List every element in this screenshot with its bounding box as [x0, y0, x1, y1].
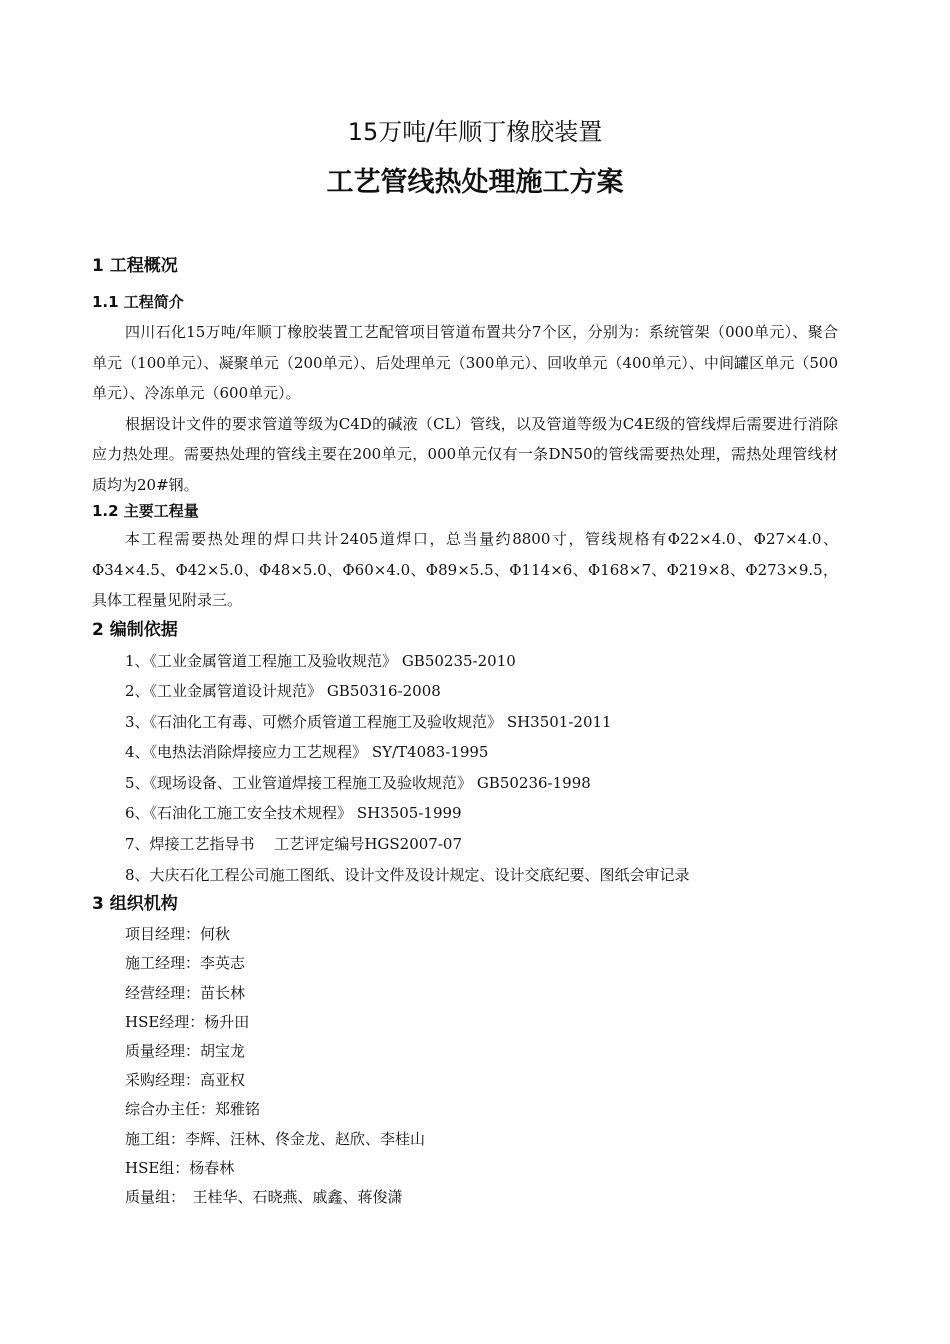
section-heading-basis: 2 编制依据	[92, 619, 178, 640]
basis-list	[92, 646, 838, 891]
list-item: HSE组：杨春林	[125, 1158, 235, 1177]
paragraph-intro-units: 四川石化15万吨/年顺丁橡胶装置工艺配管项目管道布置共分7个区，分别为：系统管架（000单元）、聚合单元（100单元）、凝聚单元（200单元）、后处理单元（300单元）、回收单元（400单元）、中间罐区单元（500单元）、冷冻单元（600单元）。	[92, 323, 838, 402]
list-item: 8、大庆石化工程公司施工图纸、设计文件及设计规定、设计交底纪要、图纸会审记录	[125, 865, 690, 884]
list-item: 项目经理：何秋	[125, 925, 231, 944]
document-title-line1: 15万吨/年顺丁橡胶装置	[347, 118, 603, 146]
list-item: 2、《工业金属管道设计规范》 GB50316-2008	[125, 682, 441, 701]
list-item: 6、《石油化工施工安全技术规程》 SH3505-1999	[125, 804, 462, 823]
list-item: 经营经理：苗长林	[125, 983, 246, 1002]
list-item: 施工组：李辉、汪林、佟金龙、赵欣、李桂山	[125, 1129, 426, 1148]
subsection-heading-quantities: 1.2 主要工程量	[92, 502, 199, 520]
list-item: 质量组： 王桂华、石晓燕、戚鑫、蒋俊潇	[125, 1188, 403, 1207]
list-item: 1、《工业金属管道工程施工及验收规范》 GB50235-2010	[125, 651, 516, 670]
paragraph-intro-requirements: 根据设计文件的要求管道等级为C4D的碱液（CL）管线，以及管道等级为C4E级的管线焊后需要进行消除应力热处理。需要热处理的管线主要在200单元，000单元仅有一条DN50的管线需要热处理，需热处理管线材质均为20#钢。	[92, 414, 838, 494]
list-item: 质量经理：胡宝龙	[125, 1042, 246, 1061]
list-item: 5、《现场设备、工业管道焊接工程施工及验收规范》 GB50236-1998	[125, 773, 591, 792]
list-item: HSE经理：杨升田	[125, 1012, 250, 1031]
list-item: 3、《石油化工有毒、可燃介质管道工程施工及验收规范》 SH3501-2011	[125, 712, 612, 731]
document-title-main: 工艺管线热处理施工方案	[326, 167, 624, 198]
paragraph-quantities: 本工程需要热处理的焊口共计2405道焊口，总当量约8800寸，管线规格有Φ22×4.0、Φ27×4.0、Φ34×4.5、Φ42×5.0、Φ48×5.0、Φ60×4.0、Φ89×5.5、Φ114×6、Φ168×7、Φ219×8、Φ273×9.5，具体工程量见附录三。	[92, 530, 838, 609]
list-item: 施工经理：李英志	[125, 954, 246, 973]
section-heading-overview: 1 工程概况	[92, 256, 178, 276]
list-item: 4、《电热法消除焊接应力工艺规程》 SY/T4083-1995	[125, 743, 489, 762]
organization-list	[92, 920, 838, 1212]
list-item: 综合办主任：郑雅铭	[125, 1100, 261, 1119]
document-body	[92, 254, 838, 1212]
subsection-heading-intro: 1.1 工程简介	[92, 293, 184, 311]
list-item: 采购经理：高亚权	[125, 1071, 246, 1090]
list-item: 7、焊接工艺指导书 工艺评定编号HGS2007-07	[125, 835, 462, 854]
section-heading-organization: 3 组织机构	[92, 894, 178, 915]
